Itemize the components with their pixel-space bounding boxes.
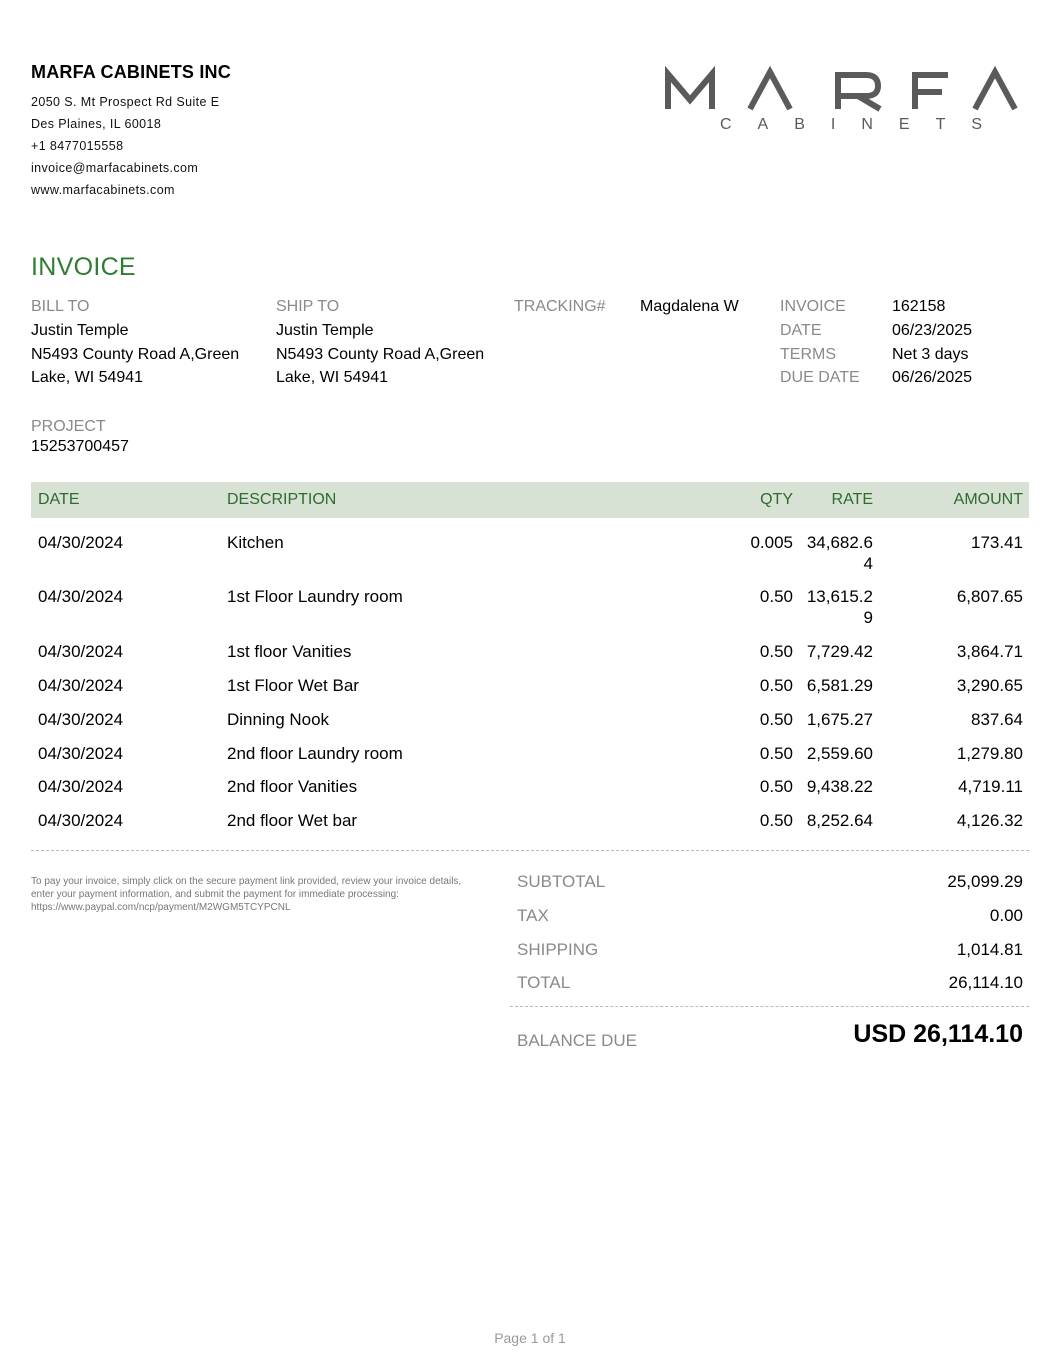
row-rate: 13,615.2 [806, 587, 873, 606]
invoice-number-value: 162158 [892, 298, 946, 315]
row-description: Kitchen [227, 533, 284, 552]
due-date-label: DUE DATE [780, 369, 860, 386]
row-amount: 6,807.65 [956, 587, 1023, 606]
table-divider [31, 850, 1029, 851]
row-rate: 6,581.29 [806, 676, 873, 695]
payment-note: To pay your invoice, simply click on the secure payment link provided, review your invoice details, enter your payment information, and submit the payment for immediate processing: https://www.paypal.com/ncp/payment/M2WGM5TCYPCNL [31, 876, 462, 913]
row-qty: 0.50 [759, 777, 793, 796]
totals-divider [510, 1006, 1029, 1007]
subtotal-value: 25,099.29 [947, 872, 1023, 891]
row-rate: 8,252.64 [806, 811, 873, 830]
invoice-title: INVOICE [31, 253, 136, 281]
row-description: 2nd floor Laundry room [227, 744, 403, 763]
row-description: Dinning Nook [227, 710, 330, 729]
company-website: www.marfacabinets.com [31, 183, 175, 197]
ship-to-line1: N5493 County Road A,Green [276, 346, 485, 363]
page-number: Page 1 of 1 [494, 1330, 566, 1346]
row-rate: 1,675.27 [806, 710, 873, 729]
project-label: PROJECT [31, 418, 106, 435]
row-amount: 837.64 [971, 710, 1023, 729]
row-qty: 0.50 [759, 587, 793, 606]
tax-label: TAX [517, 906, 549, 925]
row-qty: 0.50 [759, 642, 793, 661]
column-header-qty: QTY [760, 491, 793, 508]
line-items-header [31, 482, 1029, 518]
row-amount: 3,290.65 [956, 676, 1023, 695]
row-rate-wrap: 9 [863, 608, 873, 627]
project-value: 15253700457 [31, 438, 129, 455]
column-header-amount: AMOUNT [953, 491, 1023, 508]
column-header-date: DATE [38, 491, 80, 508]
total-value: 26,114.10 [948, 973, 1023, 992]
subtotal-label: SUBTOTAL [517, 872, 606, 891]
column-header-rate: RATE [831, 491, 873, 508]
company-logo [660, 62, 1025, 142]
row-amount: 173.41 [971, 533, 1023, 552]
due-date-value: 06/26/2025 [892, 369, 973, 386]
row-date: 04/30/2024 [38, 642, 124, 661]
invoice-date-value: 06/23/2025 [892, 322, 973, 339]
row-rate-wrap: 4 [863, 554, 873, 573]
bill-to-line1: N5493 County Road A,Green [31, 346, 240, 363]
row-amount: 1,279.80 [956, 744, 1023, 763]
row-amount: 3,864.71 [956, 642, 1023, 661]
row-qty: 0.50 [759, 811, 793, 830]
shipping-label: SHIPPING [517, 940, 599, 959]
balance-due-value: USD 26,114.10 [853, 1020, 1023, 1048]
column-header-description: DESCRIPTION [227, 491, 337, 508]
shipping-value: 1,014.81 [956, 940, 1023, 959]
tracking-value: Magdalena W [640, 298, 739, 315]
invoice-date-label: DATE [780, 322, 822, 339]
row-description: 2nd floor Vanities [227, 777, 358, 796]
row-date: 04/30/2024 [38, 533, 124, 552]
invoice-number-label: INVOICE [780, 298, 846, 315]
company-name: MARFA CABINETS INC [31, 62, 231, 82]
row-qty: 0.50 [759, 744, 793, 763]
company-email: invoice@marfacabinets.com [31, 161, 199, 175]
row-description: 1st floor Vanities [227, 642, 352, 661]
row-date: 04/30/2024 [38, 676, 124, 695]
bill-to-label: BILL TO [31, 298, 90, 315]
company-address-line2: Des Plaines, IL 60018 [31, 117, 162, 131]
row-date: 04/30/2024 [38, 744, 124, 763]
ship-to-line2: Lake, WI 54941 [276, 369, 389, 386]
total-label: TOTAL [517, 973, 571, 992]
bill-to-name: Justin Temple [31, 322, 129, 339]
row-date: 04/30/2024 [38, 811, 124, 830]
ship-to-label: SHIP TO [276, 298, 340, 315]
tracking-label: TRACKING# [514, 298, 606, 315]
terms-value: Net 3 days [892, 346, 969, 363]
row-description: 1st Floor Wet Bar [227, 676, 359, 695]
row-amount: 4,719.11 [958, 777, 1023, 796]
row-date: 04/30/2024 [38, 710, 124, 729]
row-rate: 7,729.42 [806, 642, 873, 661]
terms-label: TERMS [780, 346, 836, 363]
row-amount: 4,126.32 [956, 811, 1023, 830]
ship-to-name: Justin Temple [276, 322, 374, 339]
row-qty: 0.005 [750, 533, 793, 552]
logo-subtitle: CABINETS [720, 116, 1009, 133]
row-rate: 9,438.22 [806, 777, 873, 796]
row-rate: 2,559.60 [806, 744, 873, 763]
row-rate: 34,682.6 [806, 533, 873, 552]
bill-to-line2: Lake, WI 54941 [31, 369, 144, 386]
company-address-line1: 2050 S. Mt Prospect Rd Suite E [31, 95, 220, 109]
row-description: 1st Floor Laundry room [227, 587, 403, 606]
tax-value: 0.00 [989, 906, 1023, 925]
row-date: 04/30/2024 [38, 587, 124, 606]
balance-due-label: BALANCE DUE [517, 1031, 637, 1050]
row-qty: 0.50 [759, 710, 793, 729]
row-date: 04/30/2024 [38, 777, 124, 796]
row-description: 2nd floor Wet bar [227, 811, 358, 830]
row-qty: 0.50 [759, 676, 793, 695]
company-phone: +1 8477015558 [31, 139, 124, 153]
